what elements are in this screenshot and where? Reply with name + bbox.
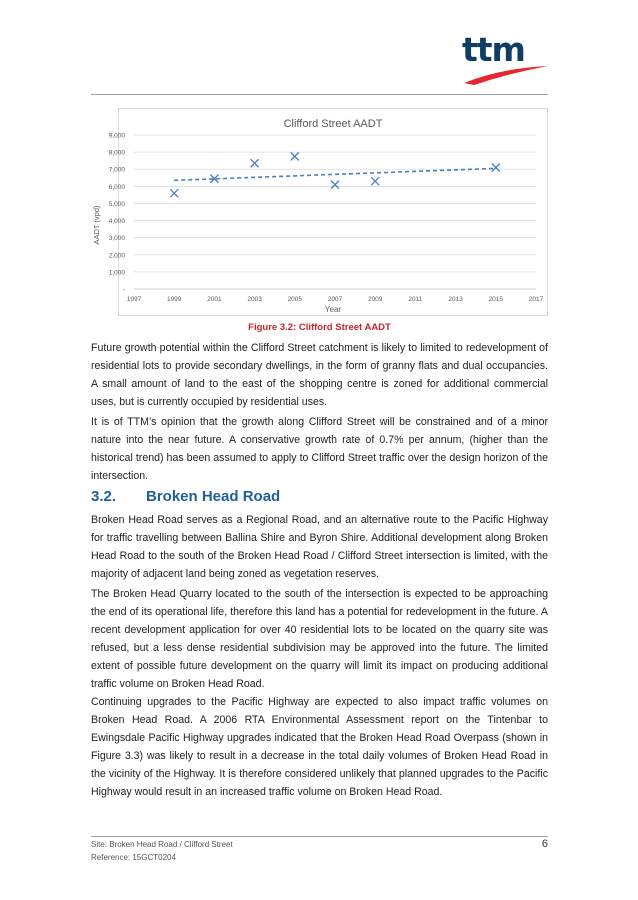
chart-data-point xyxy=(291,152,299,160)
chart-y-tick-label: - xyxy=(122,286,125,294)
chart-y-tick-label: 3,000 xyxy=(108,235,125,243)
chart-y-tick-label: 6,000 xyxy=(108,183,125,191)
chart-frame xyxy=(92,108,548,316)
section-number: 3.2. xyxy=(91,488,117,505)
chart-y-tick-label: 2,000 xyxy=(108,252,125,260)
section-heading xyxy=(91,488,280,505)
chart-data-point xyxy=(492,164,500,172)
chart-x-tick-label: 2007 xyxy=(327,296,343,303)
footer-reference: Reference: 15GCT0204 xyxy=(91,853,176,862)
chart-x-tick-label: 2013 xyxy=(448,296,463,303)
chart-y-tick-label: 5,000 xyxy=(108,200,125,208)
chart-x-tick-label: 2017 xyxy=(528,296,544,303)
chart-data-point xyxy=(170,189,178,197)
section-title: Broken Head Road xyxy=(146,488,281,505)
paragraph-ttm-opinion: It is of TTM’s opinion that the growth along Clifford Street will be constrained and of a minor nature into the near future. A conservative growth rate of 0.7% per annum, (higher than the historical trend) has been assumed to apply to Clifford Street traffic over the design horizon of the intersection. xyxy=(91,416,548,482)
figure-caption: Figure 3.2: Clifford Street AADT xyxy=(248,322,391,333)
logo-text: ttm xyxy=(462,30,525,69)
chart-data-point xyxy=(331,181,339,189)
chart-data-point xyxy=(251,159,259,167)
paragraph-pacific-highway: Continuing upgrades to the Pacific Highway are expected to also impact traffic volumes on Broken Head Road. A 2006 RTA Environmental Assessment report on the Tintenbar to Ewingsdale Pacific Highway upgrades indicated that the Broken Head Road Overpass (shown in Figure 3.3) was likely to result in a decrease in the total daily volumes of Broken Head Road in the vicinity of the Highway. It is therefore considered unlikely that planned upgrades to the Pacific Highway would result in an increased traffic volume on Broken Head Road. xyxy=(91,696,548,798)
chart-title: Clifford Street AADT xyxy=(283,118,383,130)
paragraph-quarry: The Broken Head Quarry located to the south of the intersection is expected to be approaching the end of its operational life, therefore this land has a potential for redevelopment in the future. A recent development application for over 40 residential lots to be located on the quarry site was refused, but a less dense residential subdivision may be approved into the future. The limited extent of possible future development on the quarry will limit its impact on producing additional traffic volume on Broken Head Road. xyxy=(91,588,548,690)
chart-y-tick-label: 8,000 xyxy=(108,149,125,157)
chart-x-tick-label: 2015 xyxy=(488,296,504,303)
footer-site: Site: Broken Head Road / Clifford Street xyxy=(91,840,233,849)
chart-x-tick-label: 1997 xyxy=(126,296,142,303)
chart-x-tick-label: 2003 xyxy=(247,296,262,303)
header-rule xyxy=(91,94,548,95)
paragraph-future-growth: Future growth potential within the Clifford Street catchment is likely to limited to redevelopment of residential lots to provide secondary dwellings, in the form of granny flats and dual occupancies. A small amount of land to the east of the shopping centre is zoned for additional commercial uses, but is currently occupied by residential uses. xyxy=(91,342,548,408)
chart-data-point xyxy=(371,177,379,185)
chart-x-tick-label: 2001 xyxy=(207,296,222,303)
chart-xlabel: Year xyxy=(324,305,342,314)
chart-ylabel: AADT (vpd) xyxy=(92,205,101,245)
chart-y-tick-label: 7,000 xyxy=(108,166,125,174)
chart-y-tick-label: 4,000 xyxy=(108,218,125,226)
logo-swoosh-icon xyxy=(462,64,550,86)
chart-x-tick-label: 1999 xyxy=(166,296,182,303)
chart-x-tick-label: 2011 xyxy=(408,296,423,303)
chart-x-tick-label: 2009 xyxy=(367,296,383,303)
footer-rule xyxy=(91,836,548,837)
page-number: 6 xyxy=(541,838,548,850)
paragraph-broken-head-road: Broken Head Road serves as a Regional Road, and an alternative route to the Pacific Highway for traffic travelling between Ballina Shire and Byron Shire. Additional development along Broken Head Road to the south of the Broken Head Road / Clifford Street intersection is limited, with the majority of adjacent land being zoned as vegetation reserves. xyxy=(91,514,548,580)
chart-y-tick-label: 9,000 xyxy=(108,132,125,140)
chart-x-tick-label: 2005 xyxy=(287,296,303,303)
chart-y-tick-label: 1,000 xyxy=(108,269,125,277)
chart-trendline xyxy=(174,168,496,180)
aadt-chart xyxy=(92,109,547,315)
ttm-logo xyxy=(462,30,550,86)
